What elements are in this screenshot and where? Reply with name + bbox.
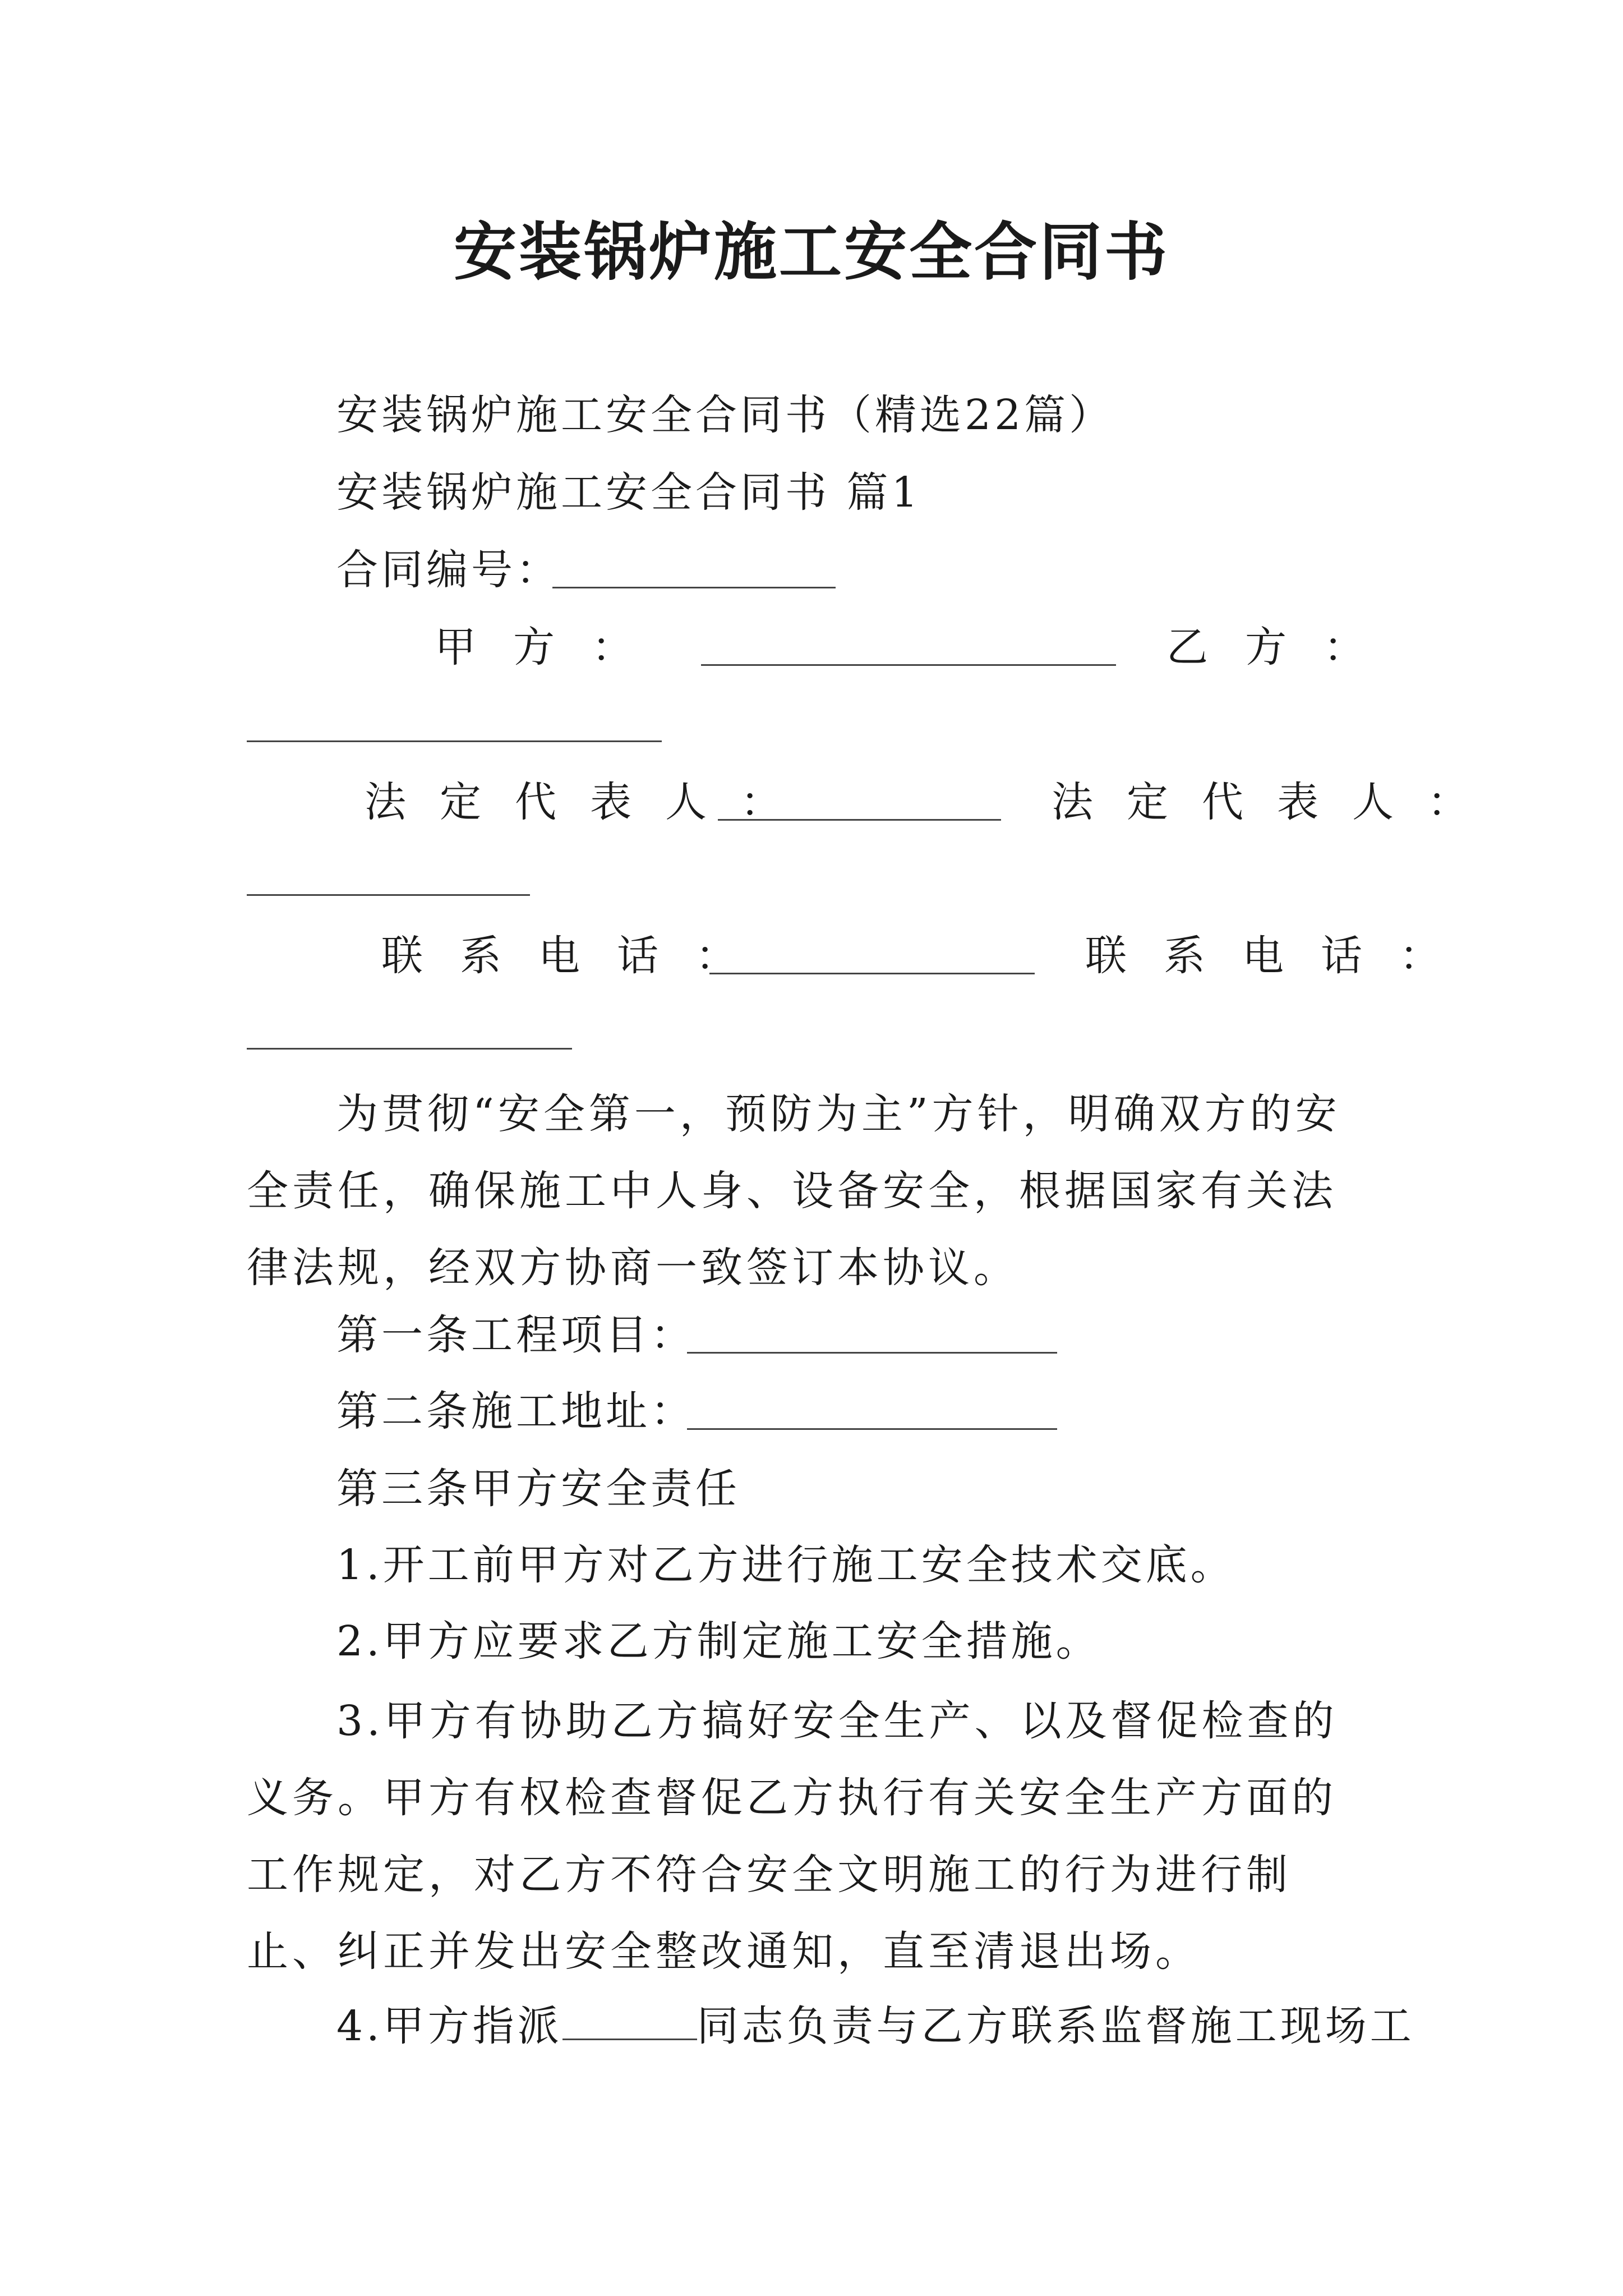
party-a-blank xyxy=(701,664,1116,666)
contract-no-blank xyxy=(552,587,836,588)
clause-3-item-1: 1.开工前甲方对乙方进行施工安全技术交底。 xyxy=(336,1541,1235,1589)
intro-paragraph xyxy=(247,1076,1380,1306)
party-b-blank xyxy=(247,740,662,742)
phone-a-label: 联系电话： xyxy=(381,932,774,980)
item-4-blank xyxy=(562,1999,697,2040)
clause-3-item-3-block xyxy=(247,1683,1380,1990)
phone-b-blank xyxy=(247,1048,572,1050)
clause-1-blank xyxy=(687,1352,1057,1354)
clause-1-label: 第一条工程项目： xyxy=(336,1311,695,1359)
party-a-label: 甲方： xyxy=(435,623,670,671)
phone-b-label: 联系电话： xyxy=(1085,932,1478,980)
intro-text: 为贯彻“安全第一，预防为主”方针，明确双方的安全责任，确保施工中人身、设备安全，根据国家有关法律法规，经双方协商一致签订本协议。 xyxy=(247,1090,1341,1292)
article-heading: 安装锅炉施工安全合同书 篇1 xyxy=(336,468,921,517)
legal-rep-a-label: 法定代表人： xyxy=(365,778,815,826)
party-b-label: 乙方： xyxy=(1166,623,1402,671)
legal-rep-a-blank xyxy=(718,819,1001,821)
subtitle: 安装锅炉施工安全合同书（精选22篇） xyxy=(336,391,1114,439)
clause-2-label: 第二条施工地址： xyxy=(336,1387,695,1435)
contract-no-label: 合同编号： xyxy=(336,546,561,594)
legal-rep-b-blank xyxy=(247,894,530,896)
document-title: 安装锅炉施工安全合同书 xyxy=(454,215,1169,289)
clause-3-item-2: 2.甲方应要求乙方制定施工安全措施。 xyxy=(336,1617,1101,1665)
clause-3-item-4 xyxy=(336,1998,1415,2054)
legal-rep-b-label: 法定代表人： xyxy=(1052,778,1502,826)
clause-3-item-3: 3.甲方有协助乙方搞好安全生产、以及督促检查的义务。甲方有权检查督促乙方执行有关安全生产方面的工作规定，对乙方不符合安全文明施工的行为进行制止、纠正并发出安全整改通知，直至清退出场。 xyxy=(247,1697,1338,1976)
clause-3-title: 第三条甲方安全责任 xyxy=(336,1465,740,1513)
item-4-suffix: 同志负责与乙方联系监督施工现场工 xyxy=(697,2002,1415,2050)
phone-a-blank xyxy=(709,973,1035,974)
clause-2-blank xyxy=(687,1428,1057,1430)
item-4-prefix: 4.甲方指派 xyxy=(336,2002,562,2050)
